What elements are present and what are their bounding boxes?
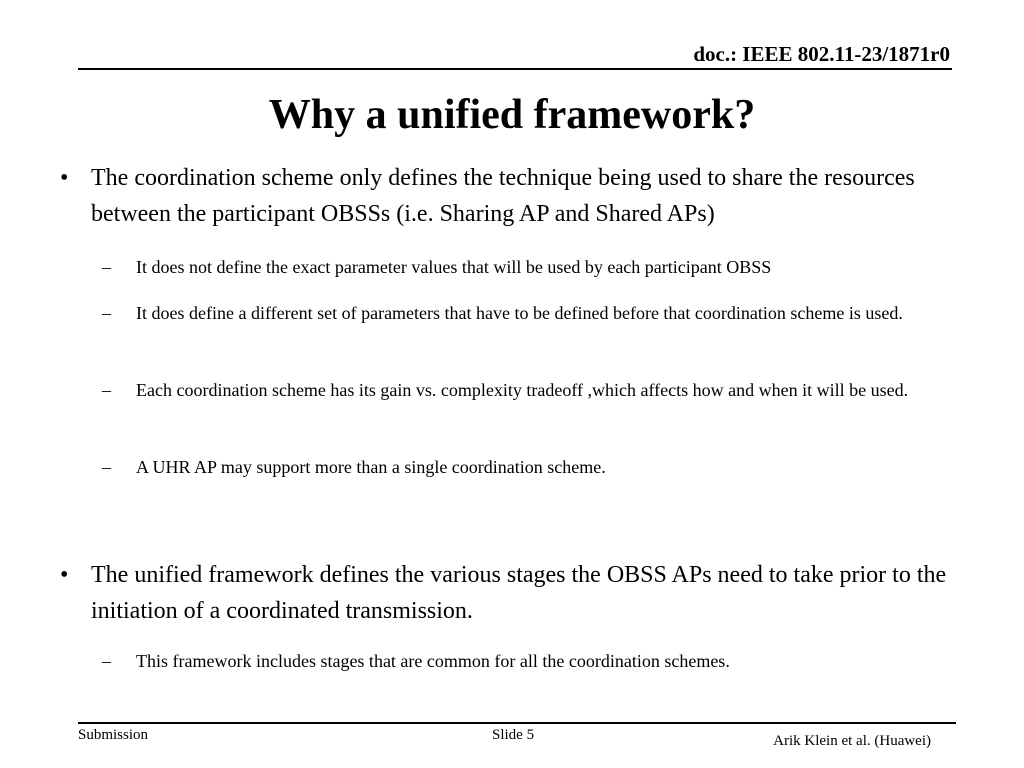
sub-bullet-text: It does define a different set of parameters that have to be defined before that coordination scheme is used. — [136, 303, 903, 323]
document-id: doc.: IEEE 802.11-23/1871r0 — [693, 42, 950, 66]
sub-bullet-item-5 — [102, 646, 997, 676]
footer-slide-number: Slide 5 — [492, 727, 535, 743]
sub-bullet-item-4 — [102, 452, 997, 482]
bullet-text: The unified framework defines the various stages the OBSS APs need to take prior to the initiation of a coordinated transmission. — [91, 562, 947, 624]
sub-bullet-mark: – — [102, 380, 111, 400]
bullet-text: The coordination scheme only defines the technique being used to share the resources between the participant OBSSs (i.e. Sharing AP and Shared APs) — [91, 165, 915, 227]
header-divider — [78, 68, 952, 70]
sub-bullet-mark: – — [102, 257, 111, 277]
bullet-item-2 — [60, 557, 980, 629]
sub-bullet-mark: – — [102, 651, 111, 671]
slide-title: Why a unified framework? — [268, 92, 756, 138]
sub-bullet-mark: – — [102, 457, 111, 477]
footer-submission: Submission — [78, 727, 149, 743]
bullet-item-1 — [60, 160, 980, 232]
sub-bullet-mark: – — [102, 303, 111, 323]
sub-bullet-text: It does not define the exact parameter values that will be used by each participant OBSS — [136, 257, 772, 277]
sub-bullet-text: A UHR AP may support more than a single coordination scheme. — [136, 457, 606, 477]
footer-author: Arik Klein et al. (Huawei) — [773, 733, 931, 749]
bullet-mark: • — [60, 165, 69, 191]
sub-bullet-item-1 — [102, 252, 997, 282]
sub-bullet-item-3 — [102, 375, 997, 405]
sub-bullet-text: This framework includes stages that are common for all the coordination schemes. — [136, 651, 730, 671]
bullet-mark: • — [60, 562, 69, 588]
footer-divider — [78, 722, 956, 724]
sub-bullet-item-2 — [102, 298, 997, 328]
sub-bullet-text: Each coordination scheme has its gain vs. complexity tradeoff ,which affects how and when it will be used. — [136, 380, 909, 400]
